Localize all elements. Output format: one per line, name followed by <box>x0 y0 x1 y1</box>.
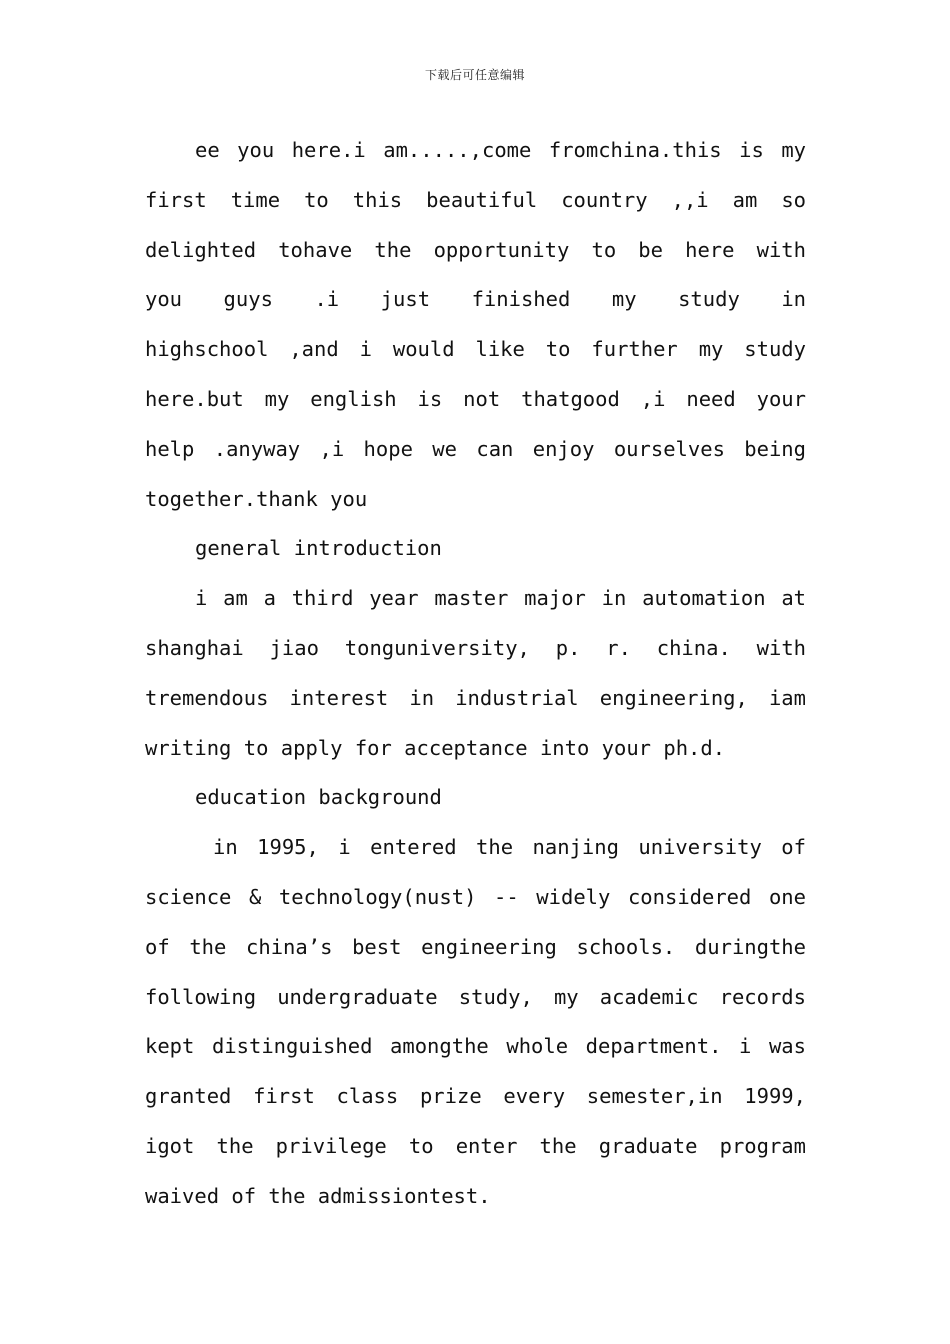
page-header: 下载后可任意编辑 <box>424 68 525 82</box>
paragraph-line: shanghai jiao tonguniversity, p. r. china. with <box>145 635 806 660</box>
paragraph-line: waived of the admissiontest. <box>145 1183 491 1208</box>
paragraph-line: here.but my english is not thatgood ,i need your <box>145 386 806 411</box>
paragraph-line: of the china’s best engineering schools. duringthe <box>145 934 806 959</box>
document-body <box>145 126 806 1222</box>
paragraph-line: you guys .i just finished my study in <box>145 287 806 312</box>
section-heading: education background <box>195 785 442 810</box>
paragraph-line: granted first class prize every semester,in 1999, <box>145 1084 806 1109</box>
section-heading: general introduction <box>195 536 442 561</box>
paragraph-line: science & technology(nust) -- widely considered one <box>145 884 806 909</box>
paragraph-line: first time to this beautiful country ,,i am so <box>145 187 806 212</box>
paragraph-line: together.thank you <box>145 486 368 511</box>
paragraph-line: in 1995, i entered the nanjing university of <box>213 835 806 860</box>
paragraph-line: following undergraduate study, my academic records <box>145 984 806 1009</box>
paragraph-line: tremendous interest in industrial engineering, iam <box>145 685 806 710</box>
paragraph-line: delighted tohave the opportunity to be here with <box>145 237 806 262</box>
paragraph-line: writing to apply for acceptance into your ph.d. <box>145 735 726 760</box>
paragraph-line: help .anyway ,i hope we can enjoy ourselves being <box>145 436 806 461</box>
paragraph-line: ee you here.i am.....,come fromchina.this is my <box>195 138 806 162</box>
paragraph-line: highschool ,and i would like to further my study <box>145 337 806 362</box>
paragraph-line: igot the privilege to enter the graduate program <box>145 1133 806 1158</box>
paragraph-line: i am a third year master major in automation at <box>195 586 806 611</box>
paragraph-line: kept distinguished amongthe whole department. i was <box>145 1034 806 1059</box>
